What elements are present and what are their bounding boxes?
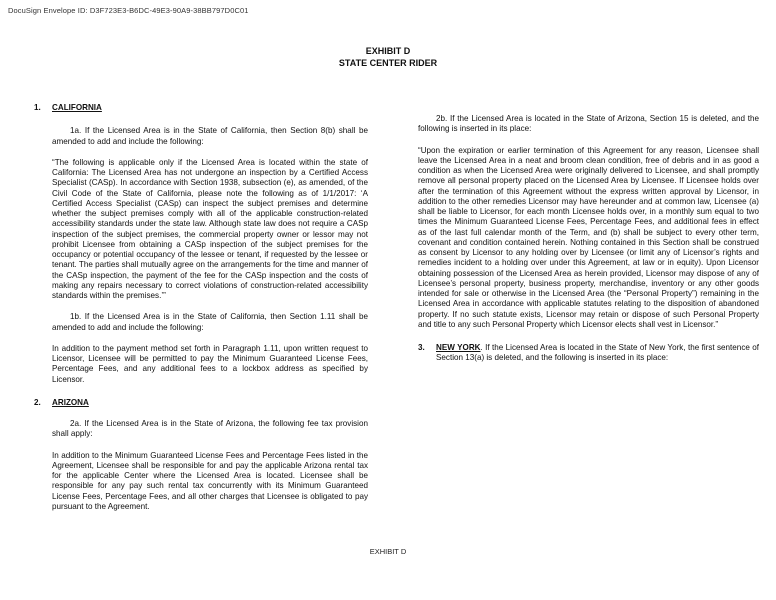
- section-heading-arizona: [34, 398, 368, 408]
- section-number: 1.: [34, 103, 41, 112]
- left-column: [34, 103, 368, 512]
- paragraph-1a: 1a. If the Licensed Area is in the State of California, then Section 8(b) shall be amended to add and include the following:: [52, 126, 368, 146]
- exhibit-subtitle: STATE CENTER RIDER: [338, 58, 438, 68]
- section-new-york: [418, 343, 759, 364]
- paragraph-2a: 2a. If the Licensed Area is in the State of Arizona, the following fee tax provision shall apply:: [52, 419, 368, 439]
- new-york-paragraph: [436, 343, 759, 364]
- new-york-text: . If the Licensed Area is located in the State of New York, the first sentence of Section 13(a) is deleted, and the following is inserted in its place:: [436, 343, 760, 363]
- rental-tax-paragraph: In addition to the Minimum Guaranteed License Fees and Percentage Fees listed in the Agreement, Licensee shall be responsible for and pay the applicable Arizona rental tax for the applicable Center where the Licensed Area is located. Licensee shall be responsible for any pay such rental tax concurrently with its Minimum Guaranteed License Fees, Percentage Fees, and all other charges that Licensee is obligated to pay pursuant to the Agreement.: [52, 450, 368, 511]
- exhibit-title-block: [0, 45, 776, 69]
- section-heading-california: [34, 103, 368, 113]
- docusign-envelope-id: DocuSign Envelope ID: D3F723E3-B6DC-49E3-90A9-38BB797D0C01: [8, 6, 249, 15]
- section-title: ARIZONA: [52, 397, 89, 407]
- casp-quote: “The following is applicable only if the Licensed Area is located within the state of California: The Licensed Area has not undergone an inspection by a Certified Access Specialist (CASp). In accordance with Section 1938, subsection (e), as amended, of the Civil Code of the State of California, please note the following as of 1/1/2017: ‘A Certified Access Specialist (CASp) can inspect the subject premises and determine whether the subject premises comply with all of the applicable construction-related accessibility standards under the state law. Although state law does not require a CASp inspection of the subject premises, the commercial property owner or lessor may not prohibit Licensee from obtaining a CASp inspection of the subject premises for the occupancy or potential occupancy of the lessee or tenant, if requested by the lessee or tenant. The parties shall mutually agree on the arrangements for the time and manner of the CASp inspection, the payment of the fee for the CASp inspection and the costs of making any repairs necessary to correct violations of construction-related accessibility standards within the premises.’”: [52, 157, 368, 300]
- section-number: 3.: [418, 343, 425, 352]
- section-title: NEW YORK: [436, 343, 481, 352]
- holdover-quote: “Upon the expiration or earlier termination of this Agreement for any reason, Licensee shall leave the Licensed Area in a neat and broom clean condition, free of debris and in as good a condition as when the Licensed Area were originally delivered to Licensee, and shall promptly remove all personal property placed on the Licensed Area by Licensee. If Licensee holds over after the termination of this Agreement without the express written approval by Licensor, in addition to the other remedies Licensor may have hereunder and at common law, Licensee (a) shall be liable to Licensor, for each month Licensee holds over, in a monthly sum equal to two times the Minimum Guaranteed License Fees, Percentage Fees, and additional fees in effect as of the last full calendar month of the Term, and (b) shall be subject to every other term, covenant and condition contained herein. Nothing contained in this Section shall be construed as consent by Licensor to any holding over by Licensee (or limit any of Licensor’s rights and remedies incident to a holding over under this Agreement, at law or in equity). Upon Licensor obtaining possession of the Licensed Area as herein provided, Licensor may dispose of any of Licensee’s personal property, business property, merchandise, inventory or any other goods intended for sale or otherwise in the Licensed Area (the “Personal Property”) remaining in the Licensed Area in accordance with applicable statutes relating to the disposition of abandoned property. If no such statute exists, Licensor may retain or dispose of such Personal Property and title to any such Personal Property which Licensor elects shall vest in Licensor.”: [418, 145, 759, 329]
- california-body: [34, 126, 368, 385]
- section-title: CALIFORNIA: [52, 103, 102, 112]
- lockbox-paragraph: In addition to the payment method set forth in Paragraph 1.11, upon written request to Licensor, Licensee will be permitted to pay the Minimum Guaranteed License Fees, Percentage Fees, and any additional fees to a lockbox address as specified by Licensor.: [52, 343, 368, 384]
- exhibit-title: EXHIBIT D: [365, 46, 411, 56]
- page-footer: EXHIBIT D: [369, 547, 407, 556]
- paragraph-1b: 1b. If the Licensed Area is in the State of California, then Section 1.11 shall be amended to add and include the following:: [52, 312, 368, 332]
- right-column: [418, 103, 759, 364]
- paragraph-2b: 2b. If the Licensed Area is located in the State of Arizona, Section 15 is deleted, and the following is inserted in its place:: [418, 114, 759, 134]
- section-number: 2.: [34, 397, 41, 407]
- arizona-body-left: [34, 419, 368, 512]
